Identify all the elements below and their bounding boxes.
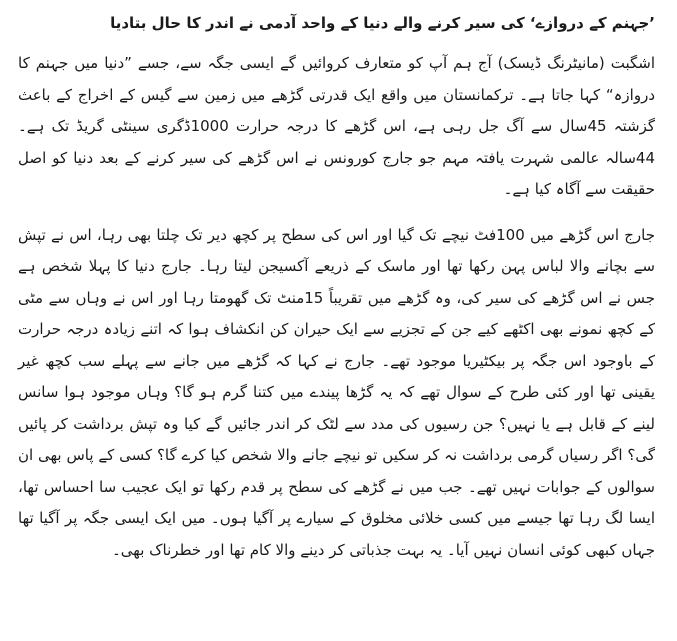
article-paragraph-intro: اشگبت (مانیٹرنگ ڈیسک) آج ہم آپ کو متعارف کروائیں گے ایسی جگہ سے، جسے ”دنیا میں جہنم کا دروازہ“ کہا جاتا ہے۔ ترکمانستان میں واقع ایک قدرتی گڑھے میں زمین سے گیس کے اخراج کے باعث گزشتہ 45سال سے آگ جل رہی ہے، اس گڑھے کا درجہ حرارت 1000ڈگری سینٹی گریڈ تک ہے۔ 44سالہ عالمی شہرت یافتہ مہم جو جارج کورونس نے اس گڑھے کی سیر کرنے کے بعد دنیا کو اصل حقیقت سے آگاہ کیا ہے۔ bbox=[18, 54, 655, 198]
article-paragraph-body: جارج اس گڑھے میں 100فٹ نیچے تک گیا اور اس کی سطح پر کچھ دیر تک چلتا بھی رہا، اس نے تپش سے بچانے والا لباس پہن رکھا تھا اور ماسک کے ذریعے آکسیجن لیتا رہا۔ جارج دنیا کا پہلا شخص ہے جس نے اس گڑھے کی سیر کی، وہ گڑھے میں تقریباً 15منٹ تک گھومتا رہا اور اس نے وہاں سے مٹی کے کچھ نمونے بھی اکٹھے کیے جن کے تجزیے سے ایک حیران کن انکشاف ہوا کہ اتنے زیادہ درجہ حرارت کے باوجود اس جگہ پر بیکٹیریا موجود تھے۔ جارج نے کہا کہ گڑھے میں جانے سے پہلے سب کچھ غیر یقینی تھا اور کئی طرح کے سوال تھے کہ یہ گڑھا پیندے میں کتنا گرم ہو گا؟ وہاں موجود ہوا سانس لینے کے قابل ہے یا نہیں؟ جن رسیوں کی مدد سے لٹک کر اندر جائیں گے کیا وہ تپش برداشت کر پائیں گی؟ اگر رسیاں گرمی برداشت نہ کر سکیں تو نیچے جانے والا شخص کیا کرے گا؟ کسی کے پاس بھی ان سوالوں کے جوابات نہیں تھے۔ جب میں نے گڑھے کی سطح پر قدم رکھا تو ایک عجیب سا احساس تھا، ایسا لگ رہا تھا جیسے میں کسی خلائی مخلوق کے سیارے پر آگیا ہوں۔ میں ایک ایسی جگہ پر آگیا تھا جہاں کبھی کوئی انسان نہیں آیا۔ یہ بہت جذباتی کر دینے والا کام تھا اور خطرناک بھی۔ bbox=[18, 225, 655, 559]
article-title: ’جہنم کے دروازے‘ کی سیر کرنے والے دنیا کے واحد آدمی نے اندر کا حال بتادیا bbox=[110, 14, 655, 32]
